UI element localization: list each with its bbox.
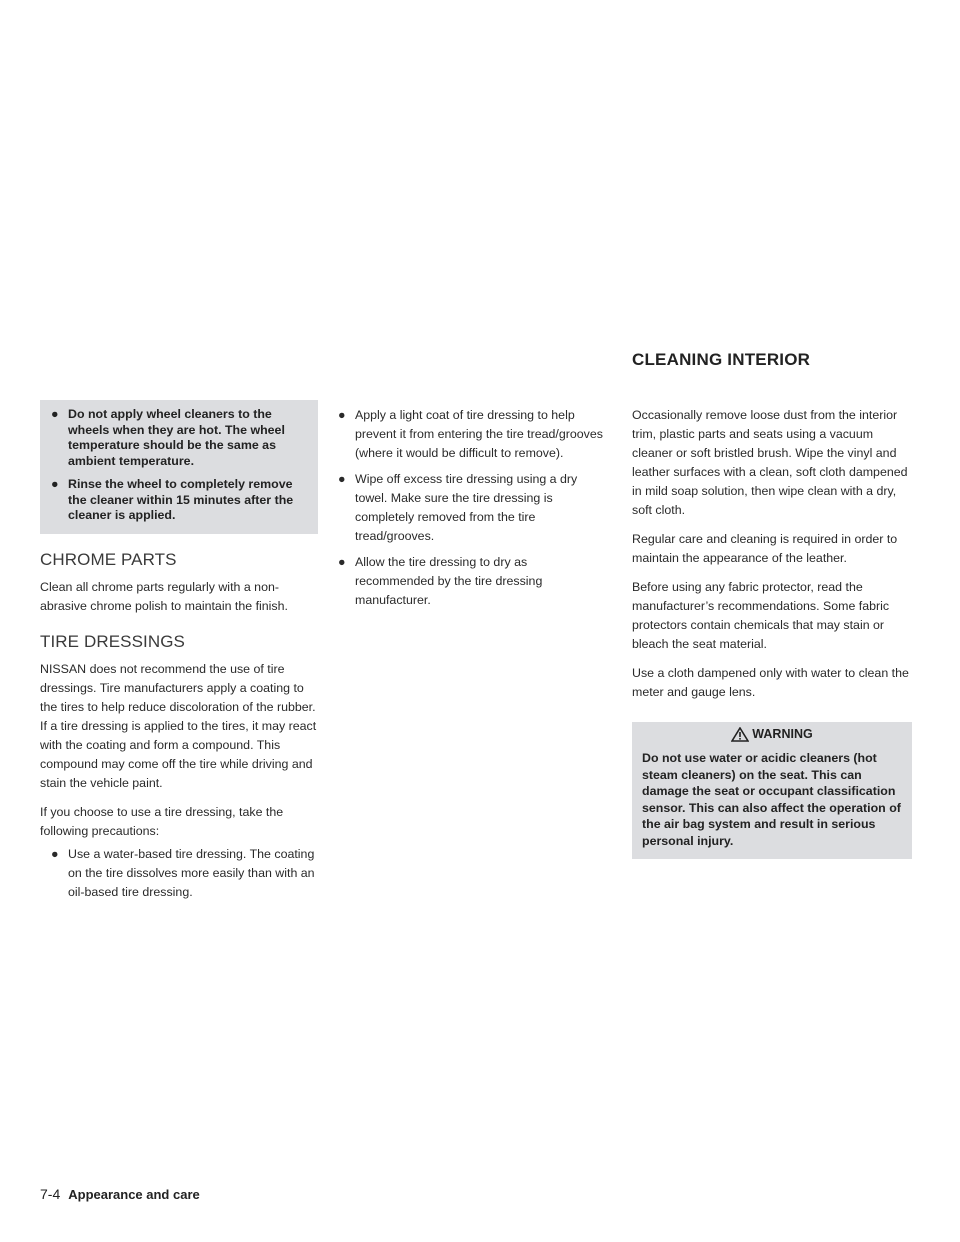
- interior-paragraph: Before using any fabric protector, read the manufacturer’s recommendations. Some fabric protectors contain chemicals that may stain or bleach the seat material.: [632, 580, 890, 651]
- list-item-text: Wipe off excess tire dressing using a dry towel. Make sure the tire dressing is completely removed from the tire tread/grooves.: [355, 472, 578, 543]
- list-item-text: Use a water-based tire dressing. The coating on the tire dissolves more easily than with an oil-based tire dressing.: [68, 846, 315, 899]
- list-item-text: Apply a light coat of tire dressing to help prevent it from entering the tire tread/grooves (where it would be difficult to remove).: [355, 408, 603, 460]
- column-right: [632, 406, 912, 859]
- chrome-parts-text: Clean all chrome parts regularly with a non-abrasive chrome polish to maintain the finish.: [40, 579, 288, 613]
- list-item: [40, 845, 318, 902]
- bullet-icon: ●: [338, 472, 346, 486]
- bullet-icon: ●: [51, 477, 59, 491]
- list-item-text: Allow the tire dressing to dry as recommended by the tire dressing manufacturer.: [355, 555, 543, 607]
- caution-item: [50, 407, 308, 469]
- chrome-parts-heading: CHROME PARTS: [40, 549, 177, 569]
- interior-paragraph: Occasionally remove loose dust from the interior trim, plastic parts and seats using a vacuum cleaner or soft bristled brush. Wipe the vinyl and leather surfaces with a clean, soft cloth dampened in mild soap solution, then wipe clean with a dry, soft cloth.: [632, 408, 908, 517]
- bullet-icon: ●: [338, 408, 346, 422]
- bullet-icon: ●: [51, 846, 59, 861]
- warning-box: [632, 722, 912, 859]
- list-item: [337, 406, 607, 463]
- bullet-icon: ●: [51, 407, 59, 421]
- warning-header: [632, 722, 912, 746]
- tire-dressings-text: NISSAN does not recommend the use of tire dressings. Tire manufacturers apply a coating to the tires to help reduce discoloration of the rubber. If a tire dressing is applied to the tires, it may react with the coating and form a compound. This compound may come off the tire while driving and stain the vehicle paint.: [40, 661, 317, 790]
- warning-triangle-icon: [731, 727, 749, 742]
- warning-text: Do not use water or acidic cleaners (hot steam cleaners) on the seat. This can damage the seat or occupant classification sensor. This can also affect the operation of the air bag system and result in serious personal injury.: [642, 751, 901, 848]
- page-number: 7-4: [40, 1186, 61, 1202]
- bullet-icon: ●: [338, 555, 346, 569]
- page-footer: [40, 1186, 200, 1202]
- interior-paragraph: Regular care and cleaning is required in order to maintain the appearance of the leather.: [632, 532, 898, 565]
- caution-box: [40, 400, 318, 534]
- section-title: CLEANING INTERIOR: [632, 350, 811, 369]
- column-middle: [337, 406, 607, 617]
- caution-item: [50, 477, 308, 524]
- caution-text: Rinse the wheel to completely remove the cleaner within 15 minutes after the cleaner is applied.: [68, 477, 294, 522]
- list-item: [337, 470, 607, 546]
- column-left: [40, 400, 318, 909]
- list-item: [337, 553, 607, 610]
- caution-text: Do not apply wheel cleaners to the wheels when they are hot. The wheel temperature should be the same as ambient temperature.: [68, 407, 285, 468]
- tire-precautions-intro: If you choose to use a tire dressing, take the following precautions:: [40, 804, 284, 838]
- warning-label: WARNING: [752, 727, 813, 741]
- chapter-title: Appearance and care: [68, 1187, 200, 1202]
- interior-paragraph: Use a cloth dampened only with water to clean the meter and gauge lens.: [632, 666, 909, 699]
- tire-dressings-heading: TIRE DRESSINGS: [40, 631, 185, 651]
